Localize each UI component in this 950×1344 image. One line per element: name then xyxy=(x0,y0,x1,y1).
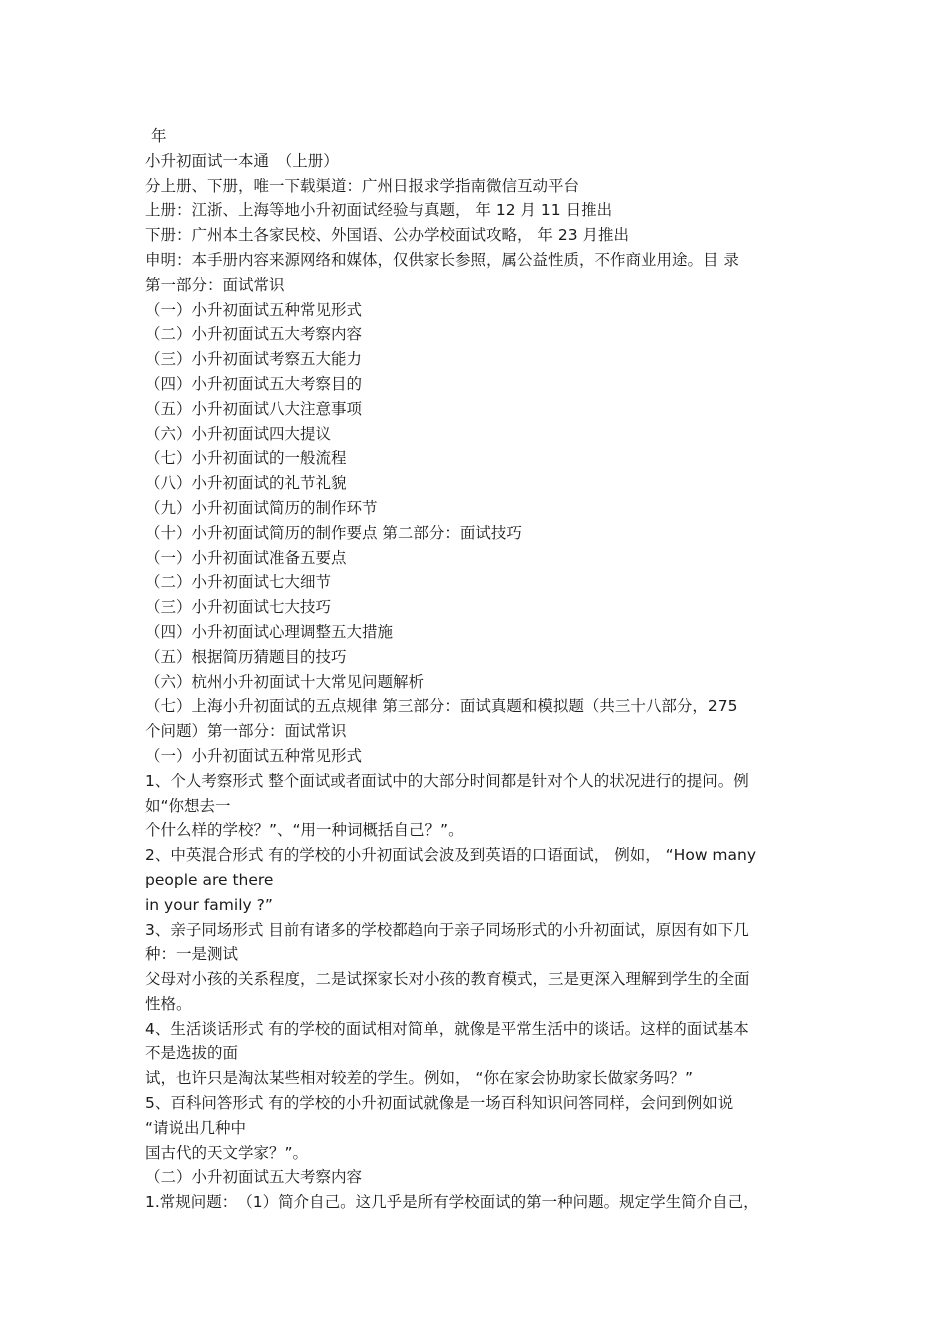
paragraph-line: 如“你想去一 xyxy=(145,796,231,815)
toc-item: （三）小升初面试考察五大能力 xyxy=(145,350,363,369)
toc-item: （一）小升初面试五种常见形式 xyxy=(145,300,363,319)
paragraph-line: 种：一是测试 xyxy=(145,945,239,964)
toc-item: （三）小升初面试七大技巧 xyxy=(145,598,332,617)
paragraph-line: 1.常规问题： （1）简介自己。这几乎是所有学校面试的第一种问题。规定学生简介自己， xyxy=(145,1193,759,1212)
text-line-year: 年 xyxy=(151,127,167,145)
toc-item: （二）小升初面试五大考察内容 xyxy=(145,325,363,344)
toc-item: （五）根据简历猜题目的技巧 xyxy=(145,647,347,666)
paragraph-line: 个什么样的学校？”、“用一种词概括自己？”。 xyxy=(145,821,464,840)
text-line: 个问题）第一部分：面试常识 xyxy=(145,722,347,741)
toc-item: （八）小升初面试的礼节礼貌 xyxy=(145,474,347,493)
paragraph-line: 试，也许只是淘汰某些相对较差的学生。例如， “你在家会协助家长做家务吗？” xyxy=(145,1069,693,1088)
paragraph-line: 国古代的天文学家？”。 xyxy=(145,1143,309,1162)
toc-item: （二）小升初面试七大细节 xyxy=(145,573,332,592)
paragraph-line: 5、百科问答形式 有的学校的小升初面试就像是一场百科知识问答同样，会问到例如说 xyxy=(145,1094,734,1113)
toc-item: （七）上海小升初面试的五点规律 第三部分：面试真题和模拟题（共三十八部分，275 xyxy=(145,697,738,716)
handbook-title: 小升初面试一本通 （上册） xyxy=(145,151,339,170)
subsection-heading: （二）小升初面试五大考察内容 xyxy=(145,1168,363,1187)
paragraph-line: 3、亲子同场形式 目前有诸多的学校都趋向于亲子同场形式的小升初面试，原因有如下几 xyxy=(145,920,749,939)
toc-item: （十）小升初面试简历的制作要点 第二部分：面试技巧 xyxy=(145,523,522,542)
paragraph-line: 4、生活谈话形式 有的学校的面试相对简单，就像是平常生活中的谈话。这样的面试基本 xyxy=(145,1019,749,1038)
document-body xyxy=(145,124,815,1215)
paragraph-line: people are there xyxy=(145,870,274,889)
paragraph-line: “请说出几种中 xyxy=(145,1118,247,1137)
toc-item: （四）小升初面试心理调整五大措施 xyxy=(145,622,394,641)
toc-item: （一）小升初面试准备五要点 xyxy=(145,548,347,567)
paragraph-line: in your family ?” xyxy=(145,895,273,914)
toc-item: （六）杭州小升初面试十大常见问题解析 xyxy=(145,672,425,691)
paragraph-line: 父母对小孩的关系程度，二是试探家长对小孩的教育模式，三是更深入理解到学生的全面 xyxy=(145,970,750,989)
paragraph-line: 2、中英混合形式 有的学校的小升初面试会波及到英语的口语面试， 例如， “How many xyxy=(145,846,757,865)
toc-item: （五）小升初面试八大注意事项 xyxy=(145,399,363,418)
toc-item: （六）小升初面试四大提议 xyxy=(145,424,332,443)
toc-item: （四）小升初面试五大考察目的 xyxy=(145,374,363,393)
paragraph-line: 1、个人考察形式 整个面试或者面试中的大部分时间都是针对个人的状况进行的提问。例 xyxy=(145,771,749,790)
toc-item: （九）小升初面试简历的制作环节 xyxy=(145,498,378,517)
section-heading: 第一部分：面试常识 xyxy=(145,275,285,294)
text-line: 分上册、下册，唯一下载渠道：广州日报求学指南微信互动平台 xyxy=(145,176,580,195)
text-line: 上册：江浙、上海等地小升初面试经验与真题， 年 12 月 11 日推出 xyxy=(145,201,613,220)
paragraph-line: 性格。 xyxy=(145,994,192,1013)
toc-item: （七）小升初面试的一般流程 xyxy=(145,449,347,468)
subsection-heading: （一）小升初面试五种常见形式 xyxy=(145,746,363,765)
text-line: 申明：本手册内容来源网络和媒体，仅供家长参照，属公益性质，不作商业用途。目 录 xyxy=(145,250,739,269)
text-line: 下册：广州本土各家民校、外国语、公办学校面试攻略， 年 23 月推出 xyxy=(145,226,630,245)
paragraph-line: 不是选拔的面 xyxy=(145,1044,239,1063)
